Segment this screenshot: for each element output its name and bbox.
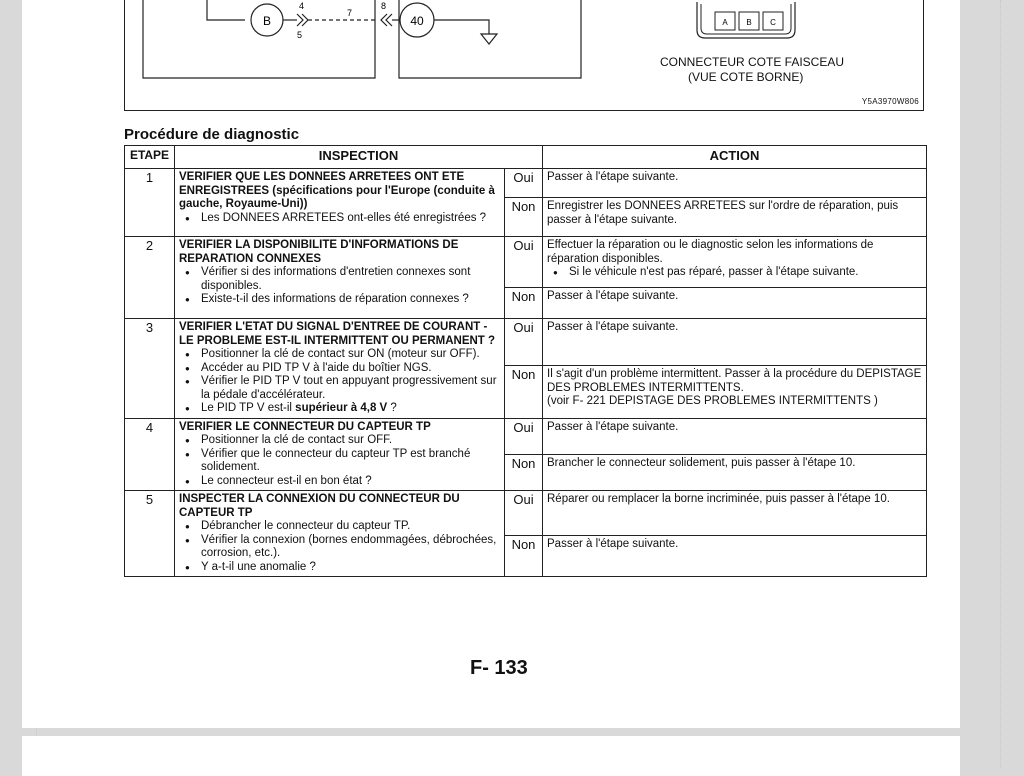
diagnostic-table bbox=[124, 145, 927, 577]
inspection-bullet: ● Y a-t-il une anomalie ? bbox=[201, 561, 500, 575]
inspection-heading: INSPECTER LA CONNEXION DU CONNECTEUR DU CAPTEUR TP bbox=[179, 493, 460, 519]
answer-no: Non bbox=[505, 366, 543, 419]
wiring-diagram bbox=[124, 0, 924, 111]
action-yes: Passer à l'étape suivante. bbox=[543, 319, 927, 366]
action-yes: Passer à l'étape suivante. bbox=[543, 418, 927, 454]
page-margin-mark-right bbox=[1000, 0, 1002, 768]
inspection-cell bbox=[175, 418, 505, 491]
inspection-cell bbox=[175, 319, 505, 419]
inspection-cell bbox=[175, 237, 505, 319]
answer-yes: Oui bbox=[505, 418, 543, 454]
section-title: Procédure de diagnostic bbox=[124, 126, 300, 143]
action-no: Passer à l'étape suivante. bbox=[543, 288, 927, 319]
table-row bbox=[125, 237, 927, 288]
connector-pin-c: C bbox=[770, 18, 776, 27]
header-inspection: INSPECTION bbox=[175, 146, 543, 169]
action-yes: Effectuer la réparation ou le diagnostic selon les informations de réparation disponibles. bbox=[547, 239, 874, 265]
answer-no: Non bbox=[505, 536, 543, 577]
header-action: ACTION bbox=[543, 146, 927, 169]
inspection-cell bbox=[175, 169, 505, 237]
inspection-bullet: ● Positionner la clé de contact sur ON (moteur sur OFF). bbox=[201, 348, 500, 362]
inspection-heading: VERIFIER LA DISPONIBILITE D'INFORMATIONS DE REPARATION CONNEXES bbox=[179, 239, 459, 265]
inspection-bullet: ● Accéder au PID TP V à l'aide du boîtier NGS. bbox=[201, 362, 500, 376]
table-row bbox=[125, 418, 927, 454]
answer-yes: Oui bbox=[505, 491, 543, 536]
diagram-node-b: B bbox=[262, 14, 272, 28]
inspection-bullet: ● Vérifier que le connecteur du capteur TP est branché solidement. bbox=[201, 448, 500, 475]
diagram-pin-7: 7 bbox=[347, 8, 353, 18]
diagram-node-40: 40 bbox=[410, 14, 424, 28]
diagram-pin-4: 4 bbox=[299, 1, 305, 11]
action-no: Brancher le connecteur solidement, puis passer à l'étape 10. bbox=[543, 454, 927, 490]
action-yes: Réparer ou remplacer la borne incriminée, puis passer à l'étape 10. bbox=[543, 491, 927, 536]
answer-yes: Oui bbox=[505, 169, 543, 198]
action-bullet: ● Si le véhicule n'est pas réparé, passer à l'étape suivante. bbox=[569, 266, 922, 280]
connector-pin-b: B bbox=[746, 18, 752, 27]
inspection-cell bbox=[175, 491, 505, 577]
inspection-bullet: ● Débrancher le connecteur du capteur TP. bbox=[201, 520, 500, 534]
action-no-cell bbox=[543, 366, 927, 419]
connector-pin-a: A bbox=[722, 18, 728, 27]
table-row bbox=[125, 491, 927, 536]
action-no: Enregistrer les DONNEES ARRETEES sur l'ordre de réparation, puis passer à l'étape suivante. bbox=[543, 198, 927, 237]
page-number: F- 133 bbox=[470, 657, 528, 679]
step-number: 1 bbox=[125, 169, 175, 237]
answer-no: Non bbox=[505, 198, 543, 237]
figure-code: Y5A3970W806 bbox=[861, 97, 919, 106]
action-yes: Passer à l'étape suivante. bbox=[543, 169, 927, 198]
inspection-heading: VERIFIER LE CONNECTEUR DU CAPTEUR TP bbox=[179, 420, 431, 433]
table-row bbox=[125, 319, 927, 366]
question-text: Le PID TP V est-il bbox=[201, 402, 296, 414]
inspection-bullet: ● Existe-t-il des informations de réparation connexes ? bbox=[201, 293, 500, 307]
inspection-bullet-question bbox=[201, 402, 500, 416]
action-no-reference: (voir F- 221 DEPISTAGE DES PROBLEMES INTERMITTENTS ) bbox=[547, 395, 878, 407]
answer-no: Non bbox=[505, 454, 543, 490]
diagram-pin-8: 8 bbox=[381, 1, 387, 11]
action-no: Passer à l'étape suivante. bbox=[543, 536, 927, 577]
inspection-bullet: ● Vérifier la connexion (bornes endommagées, débrochées, corrosion, etc.). bbox=[201, 534, 500, 561]
inspection-bullet: ● Vérifier si des informations d'entretien connexes sont disponibles. bbox=[201, 266, 500, 293]
diagram-pin-5: 5 bbox=[297, 30, 303, 40]
header-step: ETAPE bbox=[125, 146, 175, 169]
answer-no: Non bbox=[505, 288, 543, 319]
answer-yes: Oui bbox=[505, 237, 543, 288]
next-document-page bbox=[22, 736, 960, 776]
question-end: ? bbox=[387, 402, 397, 414]
inspection-bullet: ● Vérifier le PID TP V tout en appuyant progressivement sur la pédale d'accélérateur. bbox=[201, 375, 500, 402]
inspection-bullet: ● Le connecteur est-il en bon état ? bbox=[201, 475, 500, 489]
inspection-bullet: ● Positionner la clé de contact sur OFF. bbox=[201, 434, 500, 448]
step-number: 4 bbox=[125, 418, 175, 491]
table-header-row bbox=[125, 146, 927, 169]
connector-caption-line1: CONNECTEUR COTE FAISCEAU bbox=[660, 55, 845, 69]
inspection-heading: VERIFIER QUE LES DONNEES ARRETEES ONT ETE ENREGISTREES (spécifications pour l'Europe (conduite à gauche, Royaume-Uni)) bbox=[179, 171, 495, 210]
action-no: Il s'agit d'un problème intermittent. Passer à la procédure du DEPISTAGE DES PROBLEMES INTERMITTENTS. bbox=[547, 368, 922, 394]
inspection-bullet: ● Les DONNEES ARRETEES ont-elles été enregistrées ? bbox=[201, 212, 500, 226]
step-number: 2 bbox=[125, 237, 175, 319]
action-yes-cell bbox=[543, 237, 927, 288]
step-number: 5 bbox=[125, 491, 175, 577]
step-number: 3 bbox=[125, 319, 175, 419]
table-row bbox=[125, 169, 927, 198]
answer-yes: Oui bbox=[505, 319, 543, 366]
connector-caption-line2: (VUE COTE BORNE) bbox=[688, 70, 804, 84]
inspection-heading: VERIFIER L'ETAT DU SIGNAL D'ENTREE DE COURANT - LE PROBLEME EST-IL INTERMITTENT OU PERMANENT ? bbox=[179, 321, 496, 347]
question-threshold: supérieur à 4,8 V bbox=[295, 402, 388, 414]
